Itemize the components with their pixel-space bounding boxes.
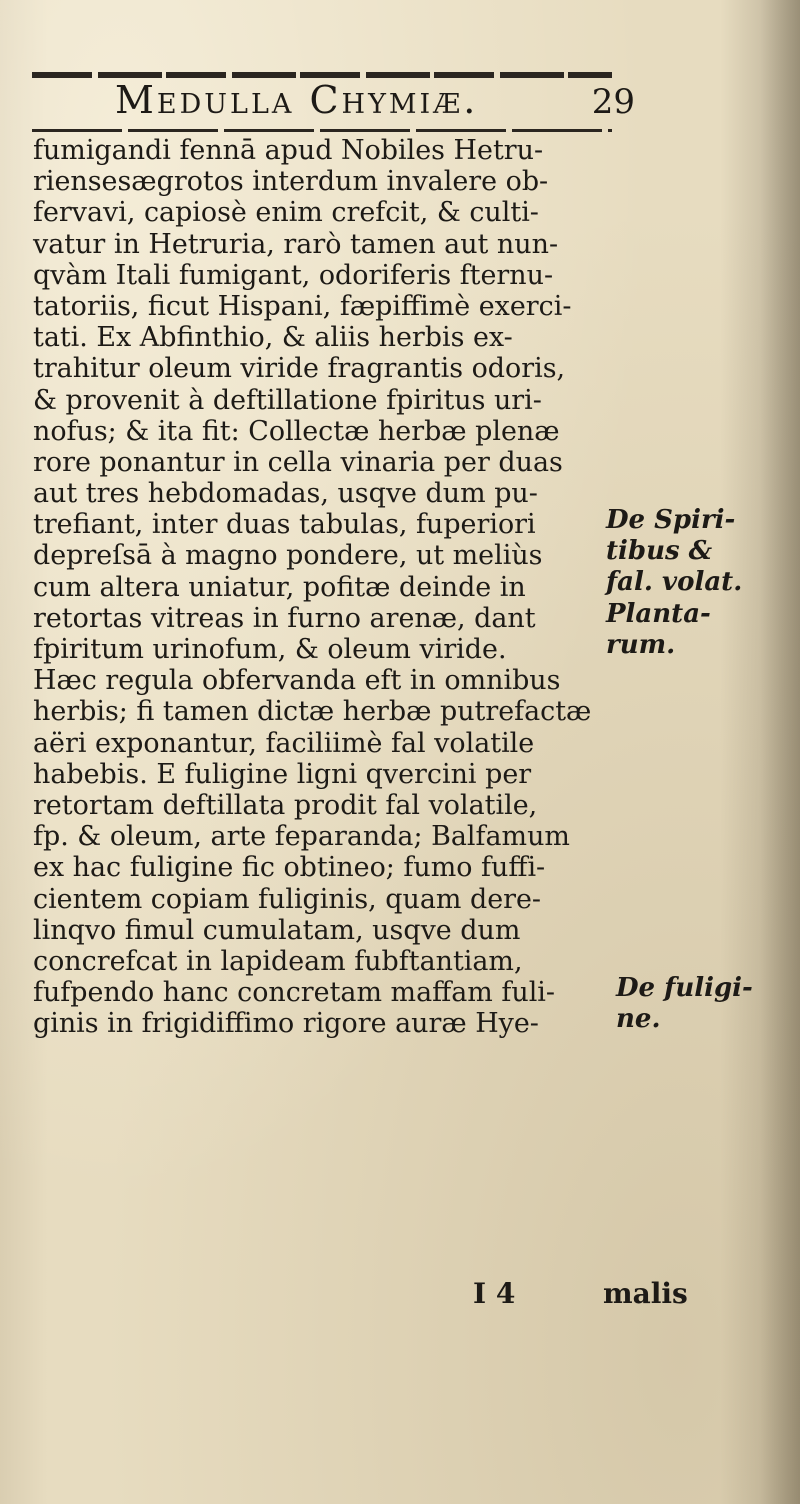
text-line: fufpendo hanc concretam maffam fuli-	[33, 977, 556, 1009]
text-line: depreſsā à magno pondere, ut meliùs	[33, 540, 543, 572]
text-line: cum altera uniatur, pofitæ deinde in	[33, 571, 526, 603]
text-line: ex hac fuligine fic obtineo; fumo fuffi-	[33, 852, 546, 884]
text-line: concrefcat in lapideam fubftantiam,	[33, 945, 523, 977]
text-line: tati. Ex Abfinthio, & aliis herbis ex-	[33, 322, 513, 354]
text-line: linqvo fimul cumulatam, usqve dum	[33, 914, 521, 946]
margin-note-line: Planta-	[606, 598, 711, 629]
page-edge-shadow	[760, 0, 800, 1504]
margin-note-line: De Spiri-	[606, 505, 736, 535]
page-number: 29	[591, 82, 635, 122]
text-line: trahitur oleum viride fragrantis odoris,	[33, 353, 566, 385]
text-line: retortas vitreas in furno arenæ, dant	[33, 602, 536, 634]
text-line: ginis in frigidiffimo rigore auræ Hye-	[33, 1008, 539, 1040]
text-line: rore ponantur in cella vinaria per duas	[33, 446, 563, 478]
page-footer	[33, 1277, 688, 1310]
margin-note-line: tibus &	[606, 536, 713, 567]
margin-note-line: rum.	[606, 629, 676, 660]
running-title: Medulla Chymiæ.	[115, 78, 479, 122]
text-line: fpiritum urinofum, & oleum viride.	[33, 634, 507, 665]
text-line: habebis. E fuligine ligni qvercini per	[33, 758, 532, 790]
text-line: & provenit à deftillatione fpiritus uri-	[33, 384, 542, 416]
text-line: cientem copiam fuliginis, quam dere-	[33, 883, 542, 915]
body-text	[33, 135, 623, 1039]
margin-note-line: De fuligi-	[616, 973, 753, 1003]
text-line: retortam deftillata prodit fal volatile,	[33, 789, 538, 821]
text-line: aëri exponantur, faciliimè fal volatile	[33, 727, 535, 759]
text-line: nofus; & ita fit: Collectæ herbæ plenæ	[33, 415, 560, 447]
text-line: fp. & oleum, arte feparanda; Balfamum	[33, 821, 570, 853]
signature-mark: I 4	[473, 1277, 516, 1310]
text-line: trefiant, inter duas tabulas, fuperiori	[33, 509, 536, 541]
text-line: qvàm Itali fumigant, odoriferis fternu-	[33, 259, 554, 291]
text-line: fumigandi fennā apud Nobiles Hetru-	[33, 135, 544, 166]
margin-note-line: fal. volat.	[606, 567, 743, 598]
text-line: vatur in Hetruria, rarò tamen aut nun-	[33, 228, 559, 260]
text-line: riensesægrotos interdum invalere ob-	[33, 166, 549, 198]
catchword: malis	[603, 1277, 688, 1310]
margin-note-line: ne.	[616, 1004, 661, 1035]
page-header	[115, 78, 635, 128]
text-line: aut tres hebdomadas, usqve dum pu-	[33, 478, 538, 510]
text-line: herbis; fi tamen dictæ herbæ putrefactæ	[33, 696, 592, 728]
text-line: tatoriis, ficut Hispani, fæpiffimè exerci-	[33, 290, 572, 322]
header-rule	[32, 129, 612, 132]
text-line: Hæc regula obfervanda eft in omnibus	[33, 665, 561, 697]
text-line: fervavi, capiosè enim crefcit, & culti-	[33, 197, 539, 229]
